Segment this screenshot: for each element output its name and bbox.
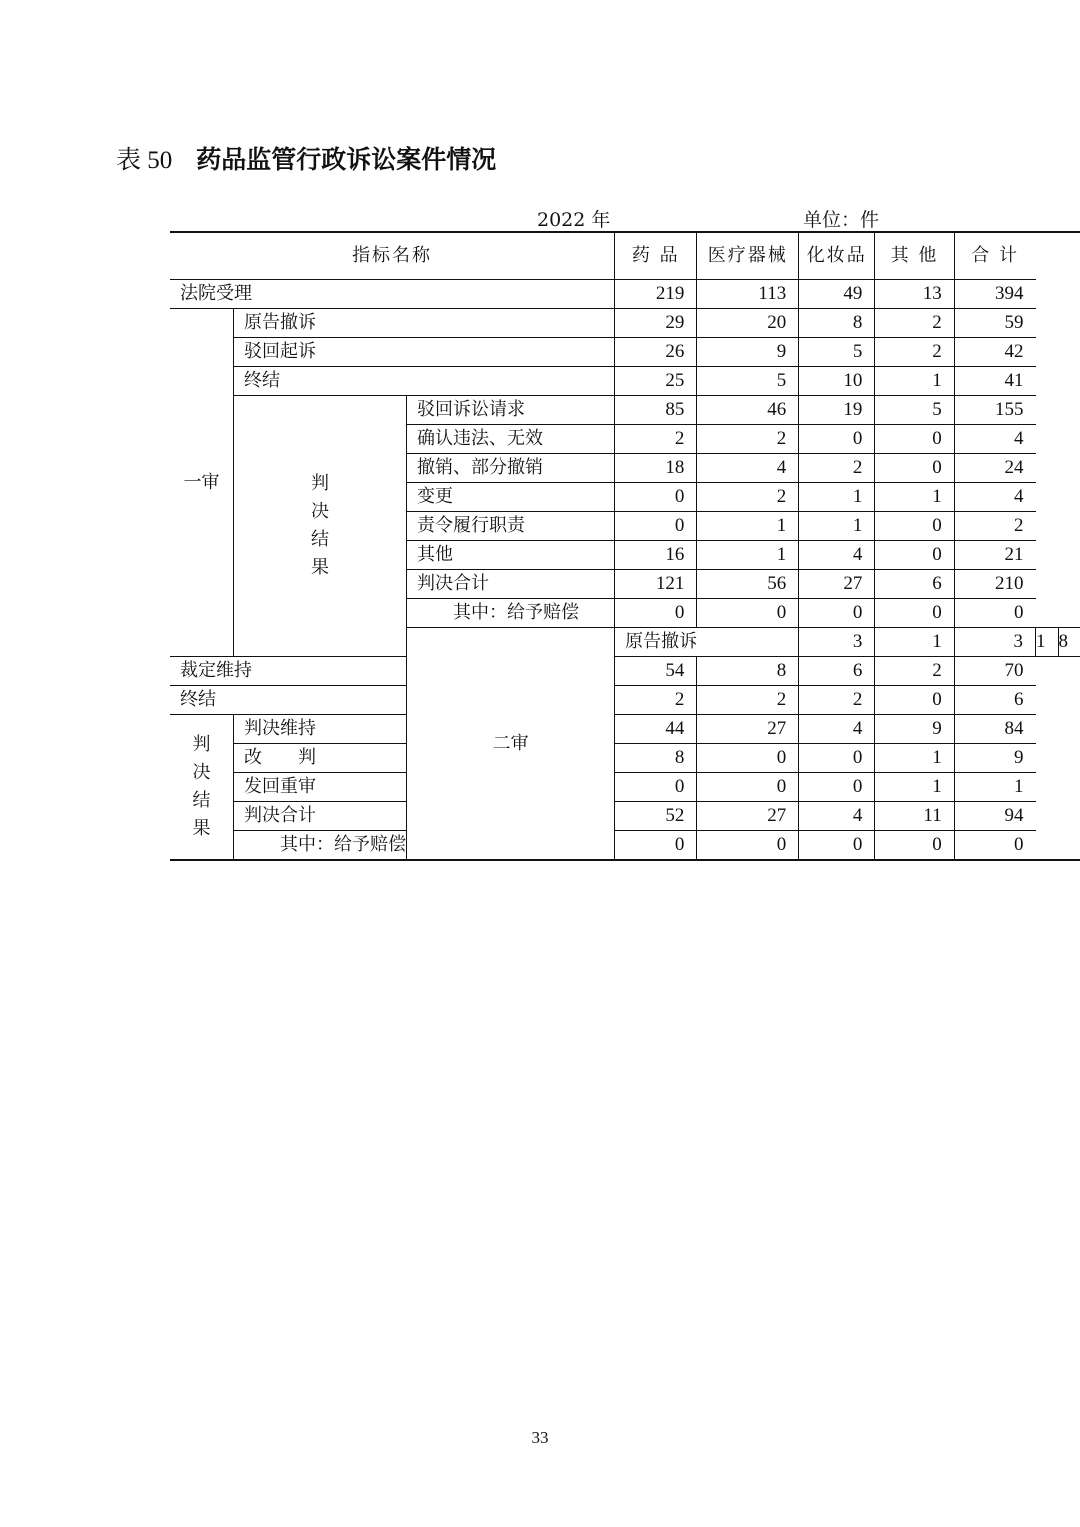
row-label: 原告撤诉	[234, 309, 615, 338]
header-total: 合 计	[954, 232, 1035, 280]
cell-drugs: 44	[615, 715, 697, 744]
cell-cosmetics: 49	[799, 280, 875, 309]
table-row	[170, 367, 1080, 396]
row-label: 判决合计	[407, 570, 615, 599]
header-other: 其 他	[875, 232, 954, 280]
header-drugs: 药 品	[615, 232, 697, 280]
lawsuit-table	[170, 231, 1080, 861]
cell-other: 0	[875, 425, 954, 454]
judgment-group-label	[170, 715, 234, 861]
cell-total: 41	[954, 367, 1035, 396]
cell-drugs: 121	[615, 570, 697, 599]
cell-cosmetics: 2	[799, 686, 875, 715]
page-number: 33	[531, 1428, 549, 1447]
table-row	[170, 715, 1080, 744]
cell-other: 5	[875, 396, 954, 425]
table-row	[170, 802, 1080, 831]
judgment-group-text: 判决结果	[311, 473, 330, 578]
cell-drugs: 2	[615, 425, 697, 454]
cell-other: 2	[875, 657, 954, 686]
table-row	[170, 831, 1080, 861]
cell-total: 94	[954, 802, 1035, 831]
cell-cosmetics: 8	[799, 309, 875, 338]
cell-cosmetics: 6	[799, 657, 875, 686]
cell-devices: 27	[697, 715, 799, 744]
cell-drugs: 8	[615, 744, 697, 773]
cell-other: 2	[875, 309, 954, 338]
table-row	[170, 657, 1080, 686]
cell-devices: 0	[697, 831, 799, 861]
judgment-group-label	[234, 396, 407, 657]
cell-devices: 0	[697, 744, 799, 773]
cell-devices: 1	[875, 628, 954, 657]
cell-cosmetics: 5	[799, 338, 875, 367]
header-cosmetics: 化妆品	[799, 232, 875, 280]
cell-drugs: 0	[615, 599, 697, 628]
cell-other: 0	[875, 686, 954, 715]
row-label: 责令履行职责	[407, 512, 615, 541]
row-label: 其中：给予赔偿	[234, 831, 407, 861]
second-instance-label: 二审	[407, 628, 615, 861]
row-label: 裁定维持	[170, 657, 407, 686]
cell-other: 6	[875, 570, 954, 599]
cell-devices: 2	[697, 425, 799, 454]
row-label: 改 判	[234, 744, 407, 773]
cell-total: 70	[954, 657, 1035, 686]
cell-devices: 56	[697, 570, 799, 599]
cell-cosmetics: 2	[799, 454, 875, 483]
cell-other: 13	[875, 280, 954, 309]
cell-total: 21	[954, 541, 1035, 570]
cell-cosmetics: 0	[799, 425, 875, 454]
cell-devices: 4	[697, 454, 799, 483]
table-row	[170, 686, 1080, 715]
row-label: 终结	[234, 367, 615, 396]
table-number: 表 50	[116, 147, 173, 174]
judgment-group-text: 判决结果	[192, 734, 211, 839]
cell-total: 0	[954, 831, 1035, 861]
cell-total: 0	[954, 599, 1035, 628]
cell-devices: 1	[697, 541, 799, 570]
header-indicator: 指标名称	[170, 232, 615, 280]
row-label: 其他	[407, 541, 615, 570]
table-row	[170, 396, 1080, 425]
cell-devices: 113	[697, 280, 799, 309]
cell-total: 6	[954, 686, 1035, 715]
cell-devices: 1	[697, 512, 799, 541]
cell-cosmetics: 0	[799, 599, 875, 628]
cell-drugs: 0	[615, 831, 697, 861]
cell-other: 1	[875, 773, 954, 802]
cell-drugs: 85	[615, 396, 697, 425]
cell-total: 4	[954, 425, 1035, 454]
row-label: 撤销、部分撤销	[407, 454, 615, 483]
year-label: 2022 年	[537, 209, 611, 231]
cell-cosmetics: 0	[799, 773, 875, 802]
cell-cosmetics: 1	[799, 483, 875, 512]
first-instance-label: 一审	[170, 309, 234, 657]
cell-drugs: 0	[615, 512, 697, 541]
cell-drugs: 0	[615, 773, 697, 802]
cell-total: 84	[954, 715, 1035, 744]
row-label: 终结	[170, 686, 407, 715]
row-label: 发回重审	[234, 773, 407, 802]
cell-cosmetics: 4	[799, 541, 875, 570]
cell-drugs: 3	[799, 628, 875, 657]
cell-cosmetics: 0	[799, 831, 875, 861]
row-label: 判决维持	[234, 715, 407, 744]
cell-devices: 2	[697, 686, 799, 715]
cell-other: 9	[875, 715, 954, 744]
row-label: 原告撤诉	[615, 628, 799, 657]
cell-drugs: 219	[615, 280, 697, 309]
cell-devices: 0	[697, 599, 799, 628]
cell-devices: 27	[697, 802, 799, 831]
cell-cosmetics: 4	[799, 715, 875, 744]
cell-total: 8	[1058, 628, 1080, 657]
cell-other: 11	[875, 802, 954, 831]
cell-devices: 9	[697, 338, 799, 367]
cell-cosmetics: 19	[799, 396, 875, 425]
cell-total: 155	[954, 396, 1035, 425]
cell-cosmetics: 4	[799, 802, 875, 831]
table-row	[170, 744, 1080, 773]
cell-drugs: 16	[615, 541, 697, 570]
row-label: 变更	[407, 483, 615, 512]
header-row	[170, 232, 1080, 280]
cell-total: 42	[954, 338, 1035, 367]
cell-total: 1	[954, 773, 1035, 802]
cell-cosmetics: 10	[799, 367, 875, 396]
cell-other: 1	[875, 483, 954, 512]
cell-total: 9	[954, 744, 1035, 773]
cell-total: 4	[954, 483, 1035, 512]
table-row	[170, 280, 1080, 309]
cell-other: 0	[875, 541, 954, 570]
cell-devices: 2	[697, 483, 799, 512]
cell-total: 394	[954, 280, 1035, 309]
cell-total: 24	[954, 454, 1035, 483]
cell-drugs: 52	[615, 802, 697, 831]
table-row	[170, 773, 1080, 802]
cell-devices: 46	[697, 396, 799, 425]
cell-total: 59	[954, 309, 1035, 338]
cell-drugs: 18	[615, 454, 697, 483]
cell-other: 0	[875, 512, 954, 541]
cell-total: 2	[954, 512, 1035, 541]
cell-cosmetics: 3	[954, 628, 1035, 657]
cell-other: 1	[875, 744, 954, 773]
cell-other: 1	[875, 367, 954, 396]
table-title	[116, 140, 496, 176]
row-label: 判决合计	[234, 802, 407, 831]
row-label: 其中：给予赔偿	[407, 599, 615, 628]
cell-devices: 8	[697, 657, 799, 686]
cell-drugs: 54	[615, 657, 697, 686]
cell-drugs: 0	[615, 483, 697, 512]
cell-other: 1	[1036, 628, 1059, 657]
cell-devices: 5	[697, 367, 799, 396]
row-label: 驳回起诉	[234, 338, 615, 367]
table-name: 药品监管行政诉讼案件情况	[196, 145, 497, 174]
cell-cosmetics: 0	[799, 744, 875, 773]
cell-other: 2	[875, 338, 954, 367]
cell-drugs: 29	[615, 309, 697, 338]
row-label: 法院受理	[170, 280, 615, 309]
cell-drugs: 25	[615, 367, 697, 396]
row-label: 确认违法、无效	[407, 425, 615, 454]
unit-label: 单位：件	[803, 209, 880, 231]
cell-devices: 0	[697, 773, 799, 802]
cell-drugs: 2	[615, 686, 697, 715]
cell-other: 0	[875, 454, 954, 483]
table-row	[170, 338, 1080, 367]
cell-cosmetics: 27	[799, 570, 875, 599]
cell-devices: 20	[697, 309, 799, 338]
table-row	[170, 309, 1080, 338]
cell-other: 0	[875, 599, 954, 628]
cell-other: 0	[875, 831, 954, 861]
header-devices: 医疗器械	[697, 232, 799, 280]
cell-cosmetics: 1	[799, 512, 875, 541]
row-label: 驳回诉讼请求	[407, 396, 615, 425]
cell-total: 210	[954, 570, 1035, 599]
cell-drugs: 26	[615, 338, 697, 367]
